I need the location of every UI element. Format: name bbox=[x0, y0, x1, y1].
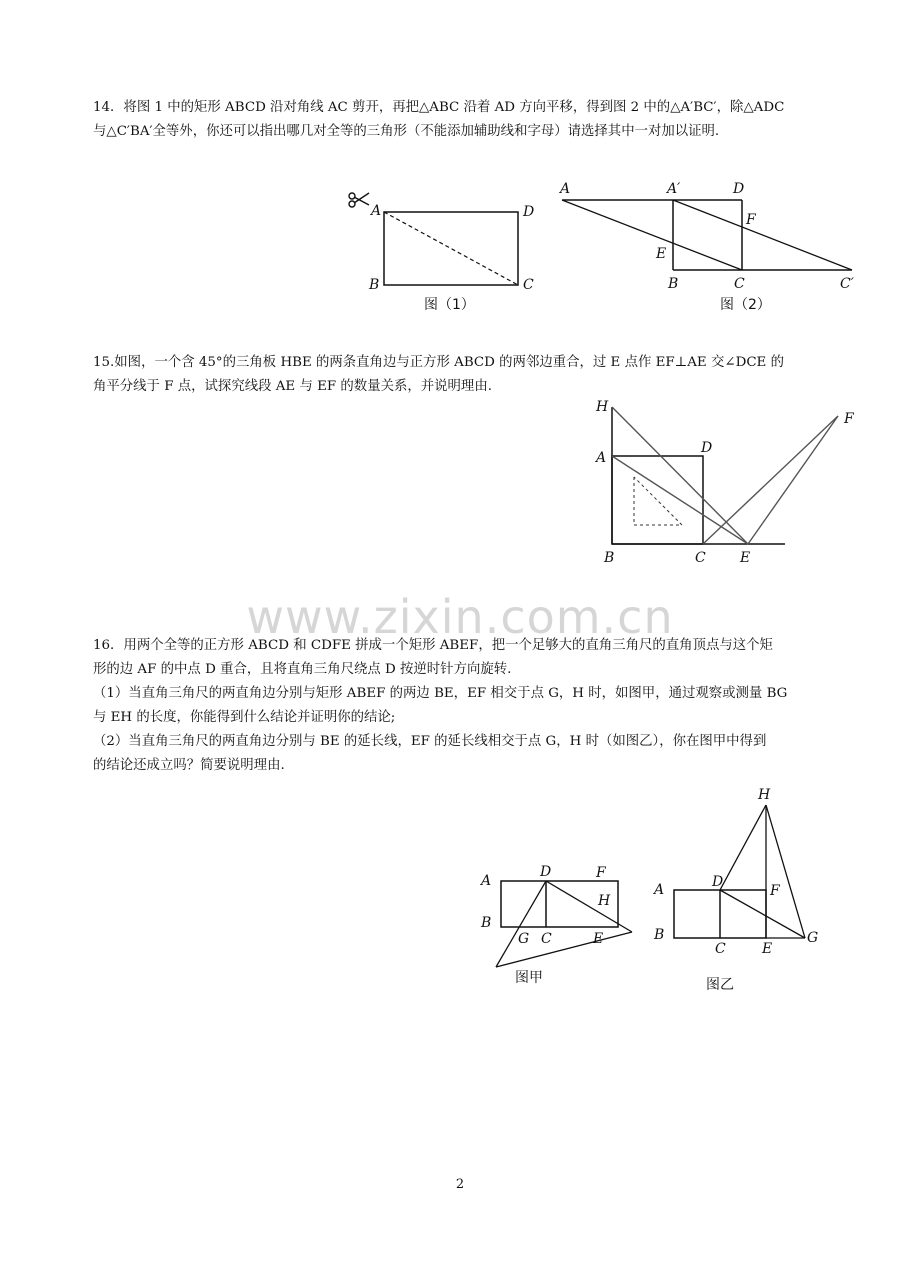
segment-c-f bbox=[703, 416, 838, 544]
q16-line-3: （1）当直角三角尺的两直角边分别与矩形 ABEF 的两边 BE，EF 相交于点 G，H 时，如图甲，通过观察或测量 BG bbox=[93, 686, 788, 701]
dashed-triangle-ruler bbox=[634, 477, 682, 525]
segment-d-h bbox=[546, 881, 632, 932]
segment-h-g bbox=[766, 805, 805, 938]
segment-e-f bbox=[748, 416, 838, 544]
label-F: F bbox=[770, 883, 780, 899]
q15-text bbox=[93, 351, 833, 399]
label-E: E bbox=[740, 550, 751, 566]
label-A: A bbox=[371, 203, 382, 219]
label-D: D bbox=[733, 181, 745, 197]
label-F: F bbox=[596, 865, 606, 881]
page-number: 2 bbox=[455, 1177, 465, 1192]
q16-line-4: 与 EH 的长度，你能得到什么结论并证明你的结论; bbox=[93, 710, 396, 725]
q14-figure-2 bbox=[555, 178, 865, 320]
segment-a1-c1 bbox=[673, 200, 852, 270]
segment-d-g bbox=[496, 881, 546, 967]
q16-line-5: （2）当直角三角尺的两直角边分别与 BE 的延长线，EF 的延长线相交于点 G，H 时（如图乙），你在图甲中得到 bbox=[93, 734, 767, 749]
label-H: H bbox=[598, 893, 611, 909]
q15-line-1: 15.如图，一个含 45°的三角板 HBE 的两条直角边与正方形 ABCD 的两邻边重合，过 E 点作 EF⊥AE 交∠DCE 的 bbox=[93, 355, 784, 370]
label-E: E bbox=[656, 246, 667, 262]
q14-figure-1 bbox=[340, 180, 550, 320]
q16-text bbox=[93, 634, 833, 778]
label-A: A bbox=[560, 181, 571, 197]
label-C: C bbox=[541, 931, 552, 947]
label-B: B bbox=[604, 550, 615, 566]
q16-line-6: 的结论还成立吗？简要说明理由. bbox=[93, 758, 285, 773]
q16-line-2: 形的边 AF 的中点 D 重合，且将直角三角尺绕点 D 按逆时针方向旋转. bbox=[93, 662, 512, 677]
label-H: H bbox=[596, 399, 609, 415]
q16-figure-yi bbox=[650, 783, 830, 998]
label-F: F bbox=[844, 411, 854, 427]
label-G: G bbox=[518, 931, 530, 947]
label-D: D bbox=[540, 864, 552, 880]
label-B: B bbox=[668, 276, 679, 292]
q14-text bbox=[93, 96, 833, 144]
q15-line-2: 角平分线于 F 点，试探究线段 AE 与 EF 的数量关系，并说明理由. bbox=[93, 379, 492, 394]
label-A: A bbox=[654, 882, 665, 898]
label-C: C bbox=[734, 276, 745, 292]
figure-2-caption: 图（2） bbox=[720, 297, 771, 313]
label-A: A bbox=[481, 873, 492, 889]
square-abcd bbox=[612, 456, 703, 544]
label-C: C bbox=[715, 941, 726, 957]
segment-a-e bbox=[612, 456, 748, 544]
label-C: C bbox=[695, 550, 706, 566]
label-A: A bbox=[596, 450, 607, 466]
segment-d-g bbox=[720, 890, 805, 938]
label-B: B bbox=[481, 915, 492, 931]
label-D: D bbox=[712, 874, 724, 890]
label-C-prime: C′ bbox=[840, 276, 854, 292]
label-D: D bbox=[701, 440, 713, 456]
q16-figure-jia bbox=[475, 860, 645, 995]
label-E: E bbox=[762, 941, 773, 957]
label-F: F bbox=[746, 212, 756, 228]
segment-a-c bbox=[562, 200, 742, 270]
label-B: B bbox=[369, 277, 380, 293]
label-G: G bbox=[807, 930, 819, 946]
diagonal-ac-cut-line bbox=[384, 212, 518, 285]
segment-g-h bbox=[496, 932, 632, 967]
figure-yi-caption: 图乙 bbox=[706, 977, 734, 993]
label-B: B bbox=[654, 927, 665, 943]
figure-jia-caption: 图甲 bbox=[515, 970, 543, 986]
watermark: www.zixin.com.cn bbox=[246, 590, 674, 644]
q15-figure bbox=[590, 395, 870, 575]
label-D: D bbox=[523, 204, 535, 220]
label-A-prime: A′ bbox=[667, 181, 681, 197]
segment-d-h bbox=[720, 805, 766, 890]
q16-line-1: 16．用两个全等的正方形 ABCD 和 CDFE 拼成一个矩形 ABEF，把一个足够大的直角三角尺的直角顶点与这个矩 bbox=[93, 638, 773, 653]
label-E: E bbox=[593, 931, 604, 947]
label-C: C bbox=[523, 277, 534, 293]
label-H: H bbox=[758, 787, 771, 803]
q14-line-1: 14．将图 1 中的矩形 ABCD 沿对角线 AC 剪开，再把△ABC 沿着 AD 方向平移，得到图 2 中的△A′BC′，除△ADC bbox=[93, 100, 785, 115]
figure-1-caption: 图（1） bbox=[424, 297, 475, 313]
scissors-icon bbox=[349, 193, 369, 207]
q14-line-2: 与△C′BA′全等外，你还可以指出哪几对全等的三角形（不能添加辅助线和字母）请选择其中一对加以证明. bbox=[93, 124, 720, 139]
